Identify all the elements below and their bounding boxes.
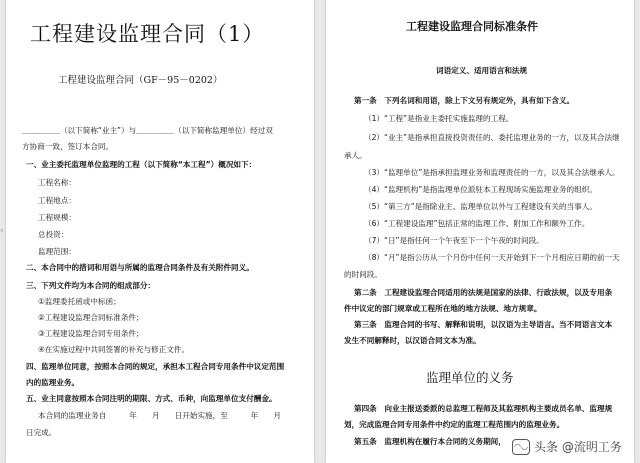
article-4-line-2: 划，完成监理合同专用条件中约定的监理工程范围内的监理业务。 [344, 420, 565, 429]
article-1: 第一条 下列名词和用语，除上下文另有规定外，具有如下含义。 [354, 96, 575, 105]
definition-3: （3）“监理单位”是指承担监理业务和监理责任的一方，以及其合法继承人。 [364, 168, 620, 177]
clause-3: 三、下列文件均为本合同的组成部分： [26, 281, 156, 290]
definition-2-line-1: （2）“业主”是指承担直接投资责任的、委托监理业务的一方，以及其合法继 [364, 133, 620, 142]
doc-item-1: ①监理委托函或中标函； [38, 297, 121, 306]
definition-6: （6）“工程建设监理”包括正常的监理工作、附加工作和额外工作。 [364, 219, 590, 228]
article-2-line-2: 件中议定的部门规章或工程所在地的地方法规、地方规章。 [344, 304, 542, 313]
article-4-line-1: 第四条 向业主报送委派的总监理工程师及其监理机构主要成员名单、监理规 [354, 404, 613, 413]
field-total-investment: 总投资： [38, 230, 69, 239]
definition-5: （5）“第三方”是指除业主、监理单位以外与工程建设有关的当事人。 [364, 202, 597, 211]
article-3-line-1: 第三条 监理合同的书写、解释和说明，以汉语为主导语言。当不同语言文本 [354, 320, 613, 329]
definition-8-line-1: （8）“月”是指公历从一个月份中任何一天开始到下一个月相应日期的前一天 [364, 253, 620, 262]
definition-7: （7）“日”是指任何一个午夜至下一个午夜的时间段。 [364, 236, 544, 245]
article-5: 第五条 监理机构在履行本合同的义务期间， [354, 437, 506, 446]
right-document-page [326, 0, 634, 463]
field-supervision-scope: 监理范围： [38, 247, 76, 256]
definition-1: （1）“工程”是指业主委托实施监理的工程。 [364, 114, 514, 123]
clause-4-line-1: 四、监理单位同意，按照本合同的规定，承担本工程合同专用条件中议定范围 [26, 362, 285, 371]
left-document-page [6, 0, 314, 463]
field-project-scale: 工程规模： [38, 213, 76, 222]
article-3-line-2: 发生不同解释时，以汉语合同文本为准。 [344, 336, 481, 345]
doc-item-3: ③工程建设监理合同专用条件； [38, 329, 144, 338]
intro-line-1: ＿＿＿＿＿（以下简称“业主”）与＿＿＿＿＿（以下简称监理单位）经过双 [22, 126, 273, 135]
document-title: 工程建设监理合同（1） [30, 22, 265, 46]
period-line-2: 日完成。 [26, 428, 57, 437]
doc-item-4: ④在实施过程中共同签署的补充与修正文件。 [38, 345, 190, 354]
article-2-line-1: 第二条 工程建设监理合同适用的法规是国家的法律、行政法规，以及专用条 [354, 288, 613, 297]
definition-2-line-2: 承人。 [344, 151, 367, 160]
scroll-chevron-icon[interactable]: ‹ [0, 226, 4, 236]
watermark-text: 头条 @流明工务 [534, 440, 622, 454]
intro-line-2: 方协商一致，签订本合同。 [22, 142, 114, 151]
definitions-heading: 词语定义、适用语言和法规 [436, 66, 528, 75]
standard-conditions-title: 工程建设监理合同标准条件 [406, 20, 538, 33]
clause-2: 二、本合同中的措词和用语与所属的监理合同条件及有关附件同义。 [26, 263, 254, 272]
field-project-location: 工程地点： [38, 196, 76, 205]
period-line-1: 本合同的监理业务自 年 月 日开始实施，至 年 月 [38, 411, 281, 420]
clause-4-line-2: 内的监理业务。 [26, 378, 80, 387]
definition-8-line-2: 的时间段。 [344, 270, 382, 279]
field-project-name: 工程名称： [38, 178, 76, 187]
clause-5: 五、业主同意按照本合同注明的期限、方式、币种，向监理单位支付酬金。 [26, 394, 277, 403]
contract-subtitle: 工程建设监理合同（GF－95－0202） [58, 75, 223, 86]
clause-1: 一、业主委托监理单位监理的工程（以下简称“本工程”）概况如下： [26, 160, 257, 169]
definition-4: （4）“监理机构”是指监理单位派驻本工程现场实施监理业务的组织。 [364, 185, 597, 194]
watermark [512, 438, 622, 455]
watermark-logo-icon: ◠◡ [512, 439, 530, 455]
doc-item-2: ②工程建设监理合同标准条件； [38, 313, 144, 322]
section-heading: 监理单位的义务 [426, 370, 514, 385]
